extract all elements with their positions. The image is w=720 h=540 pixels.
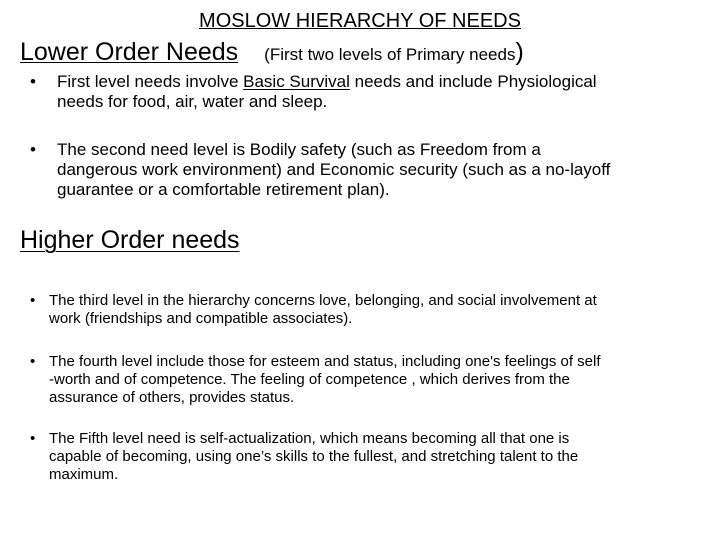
bullet-line: -worth and of competence. The feeling of competence , which derives from the: [49, 371, 570, 388]
bullet-line: The second need level is Bodily safety (such as Freedom from a: [57, 140, 541, 159]
bullet-line: guarantee or a comfortable retirement plan).: [57, 180, 390, 199]
bullet-marker: •: [30, 430, 36, 447]
bullet-text: [49, 430, 578, 484]
bullet-marker: •: [30, 140, 36, 159]
bullet-text: [49, 353, 601, 407]
bullet-line: assurance of others, provides status.: [49, 389, 295, 406]
bullet-text: [57, 140, 610, 200]
bullet-line: The fourth level include those for esteem and status, including one's feelings of self: [49, 353, 601, 370]
page-title: MOSLOW HIERARCHY OF NEEDS: [199, 10, 521, 32]
bullet-text: [49, 292, 597, 328]
bullet-line: capable of becoming, using one’s skills to the fullest, and stretching talent to the: [49, 448, 579, 465]
bullet-line: The Fifth level need is self-actualization, which means becoming all that one is: [49, 430, 570, 447]
bullet-text-segment: needs and include Physiological: [349, 72, 597, 91]
bullet-marker: •: [30, 292, 36, 309]
underlined-term: Basic Survival: [243, 72, 350, 91]
bullet-line: maximum.: [49, 466, 119, 483]
bullet-marker: •: [30, 353, 36, 370]
lower-order-subheading: (First two levels of Primary needs: [264, 45, 516, 64]
bullet-line: needs for food, air, water and sleep.: [57, 92, 328, 111]
bullet-line: The third level in the hierarchy concerns love, belonging, and social involvement at: [49, 292, 597, 309]
bullet-line: work (friendships and compatible associates).: [49, 310, 353, 327]
higher-order-heading: Higher Order needs: [20, 226, 240, 254]
bullet-text-segment: First level needs involve: [57, 72, 244, 91]
bullet-marker: •: [30, 72, 36, 91]
lower-order-heading-text: Lower Order Needs: [20, 38, 239, 66]
lower-order-subheading-close: ): [515, 38, 524, 66]
bullet-text: [57, 72, 597, 112]
lower-order-heading: [20, 38, 524, 67]
bullet-line: [57, 72, 597, 92]
bullet-line: dangerous work environment) and Economic security (such as a no-layoff: [57, 160, 611, 179]
